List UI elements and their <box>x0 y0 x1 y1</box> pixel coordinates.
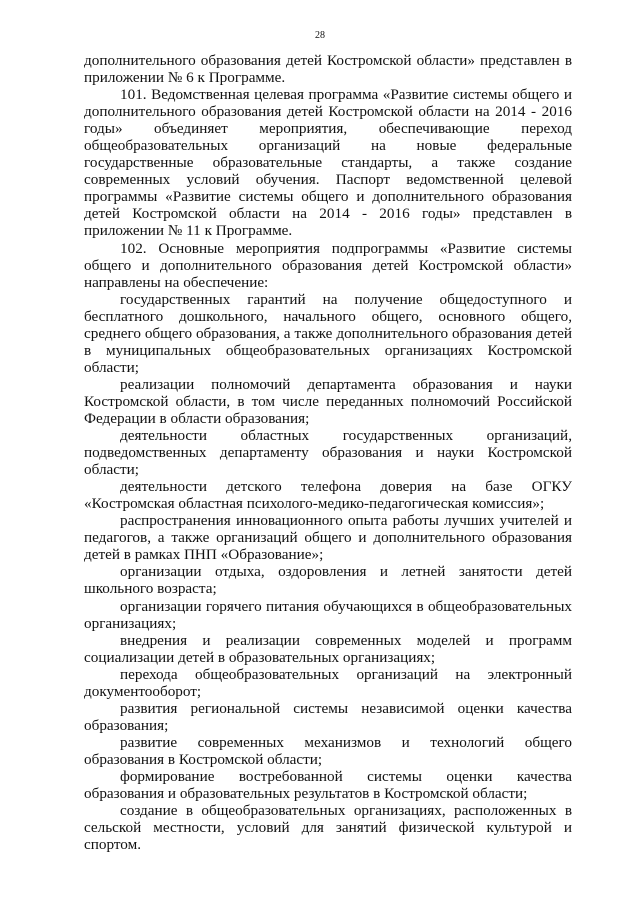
list-item-electronic-workflow: перехода общеобразовательных организаций на электронный документооборот; <box>84 665 572 700</box>
list-item-socialization-models: внедрения и реализации современных моделей и программ социализации детей в образовательных организациях; <box>84 631 572 666</box>
paragraph-101: 101. Ведомственная целевая программа «Развитие системы общего и дополнительного образования детей Костромской области на 2014 - 2016 годы» объединяет мероприятия, обеспечивающие переход общеобразовательных организаций на новые федеральные государственные образовательные стандарты, а также создание современных условий обучения. Паспорт ведомственной целевой программы «Развитие системы общего и дополнительного образования детей Костромской области на 2014 - 2016 годы» представлен в приложении № 11 к Программе. <box>84 86 572 240</box>
paragraph-continuation: дополнительного образования детей Костромской области» представлен в приложении № 6 к Программе. <box>84 52 572 87</box>
list-item-quality-assessment: развития региональной системы независимой оценки качества образования; <box>84 699 572 734</box>
list-item-modern-mechanisms: развитие современных механизмов и технологий общего образования в Костромской области; <box>84 733 572 768</box>
list-item-department-powers: реализации полномочий департамента образования и науки Костромской области, в том числе переданных полномочий Российской Федерации в области образования; <box>84 375 572 427</box>
list-item-helpline: деятельности детского телефона доверия на базе ОГКУ «Костромская областная психолого-медико-педагогическая комиссия»; <box>84 478 572 513</box>
list-item-state-guarantees: государственных гарантий на получение общедоступного и бесплатного дошкольного, начального общего, основного общего, среднего общего образования, а также дополнительного образования детей в муниципальных общеобразовательных организациях Костромской области; <box>84 290 572 376</box>
list-item-hot-meals: организации горячего питания обучающихся в общеобразовательных организациях; <box>84 597 572 632</box>
list-item-regional-organizations: деятельности областных государственных организаций, подведомственных департаменту образования и науки Костромской области; <box>84 427 572 479</box>
document-body <box>84 52 572 853</box>
list-item-rural-sports: создание в общеобразовательных организациях, расположенных в сельской местности, условий для занятий физической культурой и спортом. <box>84 802 572 854</box>
list-item-summer-recreation: организации отдыха, оздоровления и летней занятости детей школьного возраста; <box>84 563 572 598</box>
page-number: 28 <box>315 30 325 41</box>
paragraph-102: 102. Основные мероприятия подпрограммы «Развитие системы общего и дополнительного образования детей Костромской области» направлены на обеспечение: <box>84 239 572 291</box>
list-item-evaluation-system: формирование востребованной системы оценки качества образования и образовательных результатов в Костромской области; <box>84 767 572 803</box>
list-item-innovation-experience: распространения инновационного опыта работы лучших учителей и педагогов, а также организаций общего и дополнительного образования детей в рамках ПНП «Образование»; <box>84 512 572 564</box>
